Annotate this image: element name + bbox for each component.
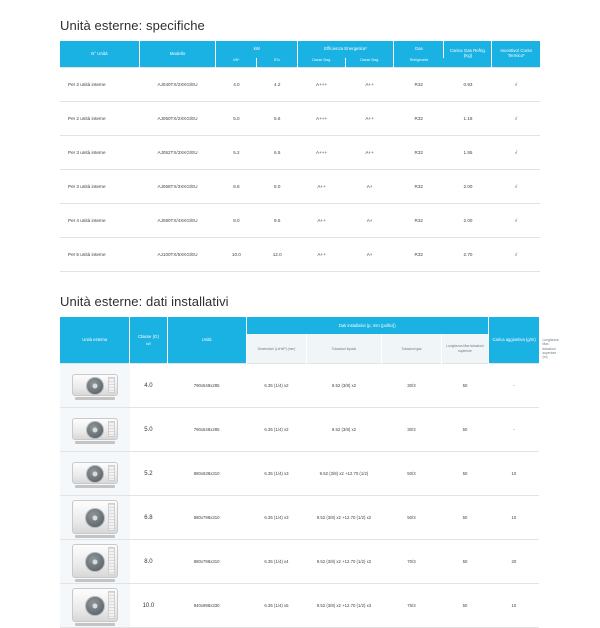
cell-max-height: 50 — [442, 452, 489, 496]
cell-eff-cool: A++ — [298, 237, 346, 271]
cell-liquid-pipe: 6.35 (1/4) x3 — [246, 496, 307, 540]
cell-gas-pipe: 9.52 (3/8) x2 — [307, 408, 381, 452]
section-spacer — [60, 272, 540, 294]
install-table-body — [60, 364, 540, 628]
outdoor-unit-icon — [69, 585, 121, 627]
cell-charge: 2.70 — [444, 237, 492, 271]
cell-dimensions: 790x548x285 — [167, 408, 246, 452]
subheader-refrigerant: Refrigerante — [394, 58, 444, 68]
subheader-eff-heat: Classe Stag. — [346, 58, 394, 68]
cell-btu: 4.2 — [257, 67, 298, 101]
cell-dimensions: 940x998x330 — [167, 584, 246, 628]
outdoor-unit-icon — [69, 371, 121, 401]
cell-model: AJ068TX/3XKG/EU — [139, 169, 216, 203]
cell-eff-heat: A++ — [346, 101, 394, 135]
cell-incentive: √ — [492, 203, 540, 237]
cell-units: Per 5 unità interne — [60, 237, 139, 271]
header-kw: kW — [216, 41, 298, 58]
cell-gas-pipe: 9.52 (3/8) x2 — [307, 364, 381, 408]
cell-max-length: 30/3 — [381, 408, 442, 452]
cell-units: Per 4 unità interne — [60, 203, 139, 237]
cell-incentive: √ — [492, 169, 540, 203]
cell-dimensions: 790x548x285 — [167, 364, 246, 408]
header-install-data: Dati installativi (p, mm (pollici)) — [246, 317, 488, 334]
outdoor-unit-icon — [69, 541, 121, 583]
cell-extra-charge: - — [488, 408, 539, 452]
cell-liquid-pipe: 6.35 (1/4) x2 — [246, 364, 307, 408]
specs-section-title: Unità esterne: specifiche — [60, 18, 540, 33]
cell-charge: 1.18 — [444, 101, 492, 135]
cell-extra-charge: 10 — [488, 584, 539, 628]
cell-capacity: 6.8 — [130, 496, 167, 540]
subheader-liquid-pipe: Tubazioni liquido — [307, 334, 381, 363]
outdoor-unit-icon — [69, 459, 121, 489]
cell-max-length: 30/3 — [381, 364, 442, 408]
cell-charge: 2.00 — [444, 169, 492, 203]
subheader-dimensions: Dimensioni (LxHxP) (mm) — [246, 334, 307, 363]
cell-incentive: √ — [492, 101, 540, 135]
specs-table-body — [60, 67, 540, 271]
install-section-title: Unità esterne: dati installativi — [60, 294, 540, 309]
cell-extra-charge: 20 — [488, 540, 539, 584]
cell-units: Per 3 unità interne — [60, 169, 139, 203]
cell-units: Per 2 unità interne — [60, 67, 139, 101]
cell-gas: R32 — [394, 101, 444, 135]
specs-table — [60, 41, 540, 272]
cell-eff-cool: A+++ — [298, 67, 346, 101]
cell-liquid-pipe: 6.35 (1/4) x3 — [246, 452, 307, 496]
cell-btu: 12.0 — [257, 237, 298, 271]
cell-model: AJ040TX/2XKG/EU — [139, 67, 216, 101]
cell-max-length: 50/3 — [381, 452, 442, 496]
cell-gas: R32 — [394, 237, 444, 271]
cell-unit-image — [60, 584, 130, 628]
cell-dimensions: 880x798x310 — [167, 496, 246, 540]
cell-model: AJ050TX/2XKG/EU — [139, 101, 216, 135]
cell-capacity: 5.2 — [130, 452, 167, 496]
cell-charge: 1.55 — [444, 135, 492, 169]
cell-kw: 4.0 — [216, 67, 257, 101]
cell-max-length: 75/3 — [381, 584, 442, 628]
cell-gas-pipe: 9.52 (3/8) x2 +12.70 (1/2) x2 — [307, 496, 381, 540]
cell-max-length: 70/3 — [381, 540, 442, 584]
cell-incentive: √ — [492, 135, 540, 169]
outdoor-unit-icon — [69, 497, 121, 539]
cell-eff-cool: A+++ — [298, 135, 346, 169]
cell-charge: 2.00 — [444, 203, 492, 237]
cell-dimensions: 880x798x310 — [167, 540, 246, 584]
cell-max-height: 50 — [442, 408, 489, 452]
table-row — [60, 408, 540, 452]
cell-extra-charge: - — [488, 364, 539, 408]
subheader-gas-pipe: Tubazioni gas — [381, 334, 442, 363]
cell-btu: 5.6 — [257, 101, 298, 135]
cell-kw: 8.0 — [216, 203, 257, 237]
cell-capacity: 10.0 — [130, 584, 167, 628]
cell-btu: 8.0 — [257, 169, 298, 203]
cell-liquid-pipe: 6.35 (1/4) x5 — [246, 584, 307, 628]
header-outdoor-unit: Unità esterna — [60, 317, 130, 364]
header-unit: Unità — [167, 317, 246, 364]
cell-max-height: 50 — [442, 540, 489, 584]
cell-eff-cool: A++ — [298, 169, 346, 203]
header-units: N° Unità — [60, 41, 139, 67]
cell-max-height: 50 — [442, 496, 489, 540]
table-row — [60, 67, 540, 101]
cell-units: Per 2 unità interne — [60, 101, 139, 135]
cell-capacity: 8.0 — [130, 540, 167, 584]
cell-model: AJ100TX/5XKG/EU — [139, 237, 216, 271]
header-class: Classe (G) kW — [130, 317, 167, 364]
cell-gas: R32 — [394, 169, 444, 203]
cell-model: AJ052TX/3XKG/EU — [139, 135, 216, 169]
cell-gas-pipe: 9.52 (3/8) x2 +12.70 (1/2) x2 — [307, 540, 381, 584]
cell-max-length: 50/3 — [381, 496, 442, 540]
table-row — [60, 237, 540, 271]
cell-model: AJ080TX/4XKG/EU — [139, 203, 216, 237]
cell-unit-image — [60, 364, 130, 408]
table-row — [60, 584, 540, 628]
cell-incentive: √ — [492, 67, 540, 101]
cell-gas: R32 — [394, 203, 444, 237]
cell-btu: 9.5 — [257, 203, 298, 237]
install-table-header — [60, 317, 540, 364]
cell-eff-cool: A+++ — [298, 101, 346, 135]
subheader-eff-cool: Classe Stag. — [298, 58, 346, 68]
table-row — [60, 169, 540, 203]
specs-table-header — [60, 41, 540, 67]
table-row — [60, 364, 540, 408]
cell-charge: 0.93 — [444, 67, 492, 101]
cell-units: Per 3 unità interne — [60, 135, 139, 169]
subheader-kw: kW* — [216, 58, 257, 68]
cell-dimensions: 880x638x310 — [167, 452, 246, 496]
header-efficiency: Efficienza Energetica* — [298, 41, 394, 58]
cell-liquid-pipe: 6.35 (1/4) x2 — [246, 408, 307, 452]
cell-eff-heat: A++ — [346, 67, 394, 101]
cell-unit-image — [60, 452, 130, 496]
table-row — [60, 496, 540, 540]
cell-capacity: 4.0 — [130, 364, 167, 408]
table-row — [60, 452, 540, 496]
cell-eff-heat: A+ — [346, 203, 394, 237]
cell-liquid-pipe: 6.35 (1/4) x4 — [246, 540, 307, 584]
header-incentive: Incentivo/ Conto Termico* — [492, 41, 540, 67]
cell-unit-image — [60, 496, 130, 540]
cell-capacity: 5.0 — [130, 408, 167, 452]
subheader-max-length: Lunghezza Max tubazioni superiore — [442, 334, 489, 363]
outdoor-unit-icon — [69, 415, 121, 445]
cell-extra-charge: 10 — [488, 452, 539, 496]
cell-btu: 6.5 — [257, 135, 298, 169]
cell-eff-heat: A++ — [346, 135, 394, 169]
cell-kw: 6.8 — [216, 169, 257, 203]
table-row — [60, 203, 540, 237]
install-table — [60, 317, 540, 628]
cell-extra-charge: 10 — [488, 496, 539, 540]
cell-unit-image — [60, 408, 130, 452]
cell-gas: R32 — [394, 135, 444, 169]
cell-kw: 5.0 — [216, 101, 257, 135]
cell-gas-pipe: 9.52 (3/8) x2 +12.70 (1/2) x3 — [307, 584, 381, 628]
table-row — [60, 540, 540, 584]
cell-eff-heat: A+ — [346, 237, 394, 271]
table-row — [60, 101, 540, 135]
cell-eff-heat: A+ — [346, 169, 394, 203]
header-model: Modello — [139, 41, 216, 67]
cell-eff-cool: A++ — [298, 203, 346, 237]
header-gas: Gas — [394, 41, 444, 58]
subheader-btu: BTu — [257, 58, 298, 68]
cell-incentive: √ — [492, 237, 540, 271]
cell-kw: 5.2 — [216, 135, 257, 169]
cell-kw: 10.0 — [216, 237, 257, 271]
cell-max-height: 50 — [442, 584, 489, 628]
cell-gas-pipe: 9.52 (3/8) x2 +12.70 (1/2) — [307, 452, 381, 496]
cell-max-height: 50 — [442, 364, 489, 408]
table-row — [60, 135, 540, 169]
header-charge: Carica Gas Refrig. (Kg) — [444, 41, 492, 67]
header-extra-charge: Carica aggiuntiva (g/m) — [488, 317, 539, 364]
cell-gas: R32 — [394, 67, 444, 101]
cell-unit-image — [60, 540, 130, 584]
